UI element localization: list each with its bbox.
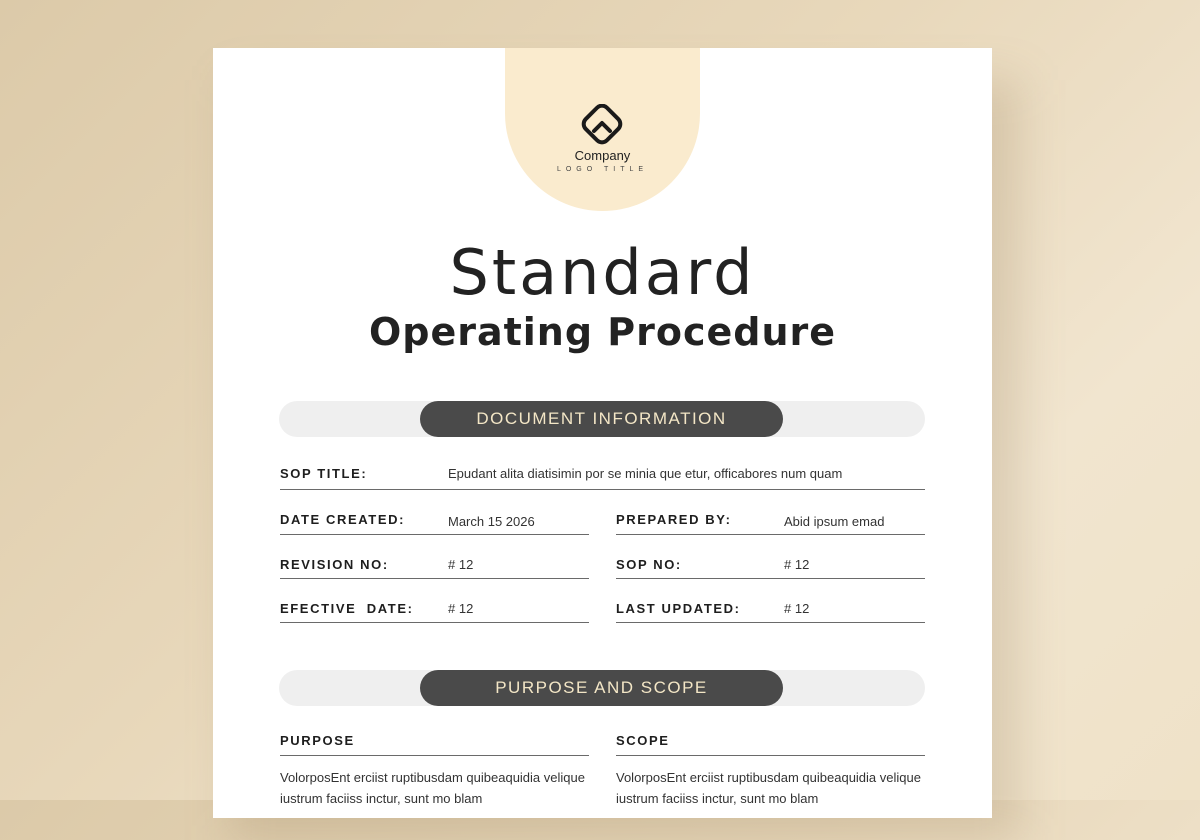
sop-title-label: SOP TITLE: — [280, 466, 368, 481]
purpose-underline — [280, 755, 589, 756]
last-updated-label: LAST UPDATED: — [616, 601, 741, 616]
prepared-by-underline — [616, 534, 925, 535]
document-page — [213, 48, 992, 818]
logo-company-name: Company — [574, 148, 631, 163]
effective-date-underline — [280, 622, 589, 623]
purpose-text: VolorposEnt erciist ruptibusdam quibeaquidia velique iustrum faciiss inctur, sunt mo blam — [280, 770, 585, 806]
last-updated-value: # 12 — [784, 601, 810, 616]
last-updated-underline — [616, 622, 925, 623]
company-logo-icon — [578, 104, 626, 146]
date-created-label: DATE CREATED: — [280, 512, 406, 527]
sop-no-label: SOP NO: — [616, 557, 682, 572]
section-band-document-info — [279, 401, 925, 437]
revision-no-underline — [280, 578, 589, 579]
effective-date-label: EFECTIVE DATE: — [280, 601, 414, 616]
purpose-label: PURPOSE — [280, 733, 355, 748]
prepared-by-label: PREPARED BY: — [616, 512, 732, 527]
sop-no-value: # 12 — [784, 557, 810, 572]
sop-no-underline — [616, 578, 925, 579]
prepared-by-value: Abid ipsum emad — [784, 514, 885, 529]
section-heading-purpose-scope: PURPOSE AND SCOPE — [420, 670, 783, 706]
section-heading-document-info: DOCUMENT INFORMATION — [420, 401, 783, 437]
scope-underline — [616, 755, 925, 756]
date-created-underline — [280, 534, 589, 535]
logo-tab — [505, 48, 700, 211]
sop-title-underline — [280, 489, 925, 490]
scope-text: VolorposEnt erciist ruptibusdam quibeaquidia velique iustrum faciiss inctur, sunt mo blam — [616, 770, 921, 806]
date-created-value: March 15 2026 — [448, 514, 535, 529]
title-line-1: Standard — [449, 236, 756, 309]
revision-no-value: # 12 — [448, 557, 474, 572]
title-line-2: Operating Procedure — [368, 310, 837, 354]
sop-title-value: Epudant alita diatisimin por se minia que etur, officabores num quam — [448, 466, 843, 481]
scope-label: SCOPE — [616, 733, 670, 748]
logo-subtitle: LOGO TITLE — [556, 166, 649, 173]
effective-date-value: # 12 — [448, 601, 474, 616]
section-band-purpose-scope — [279, 670, 925, 706]
revision-no-label: REVISION NO: — [280, 557, 389, 572]
